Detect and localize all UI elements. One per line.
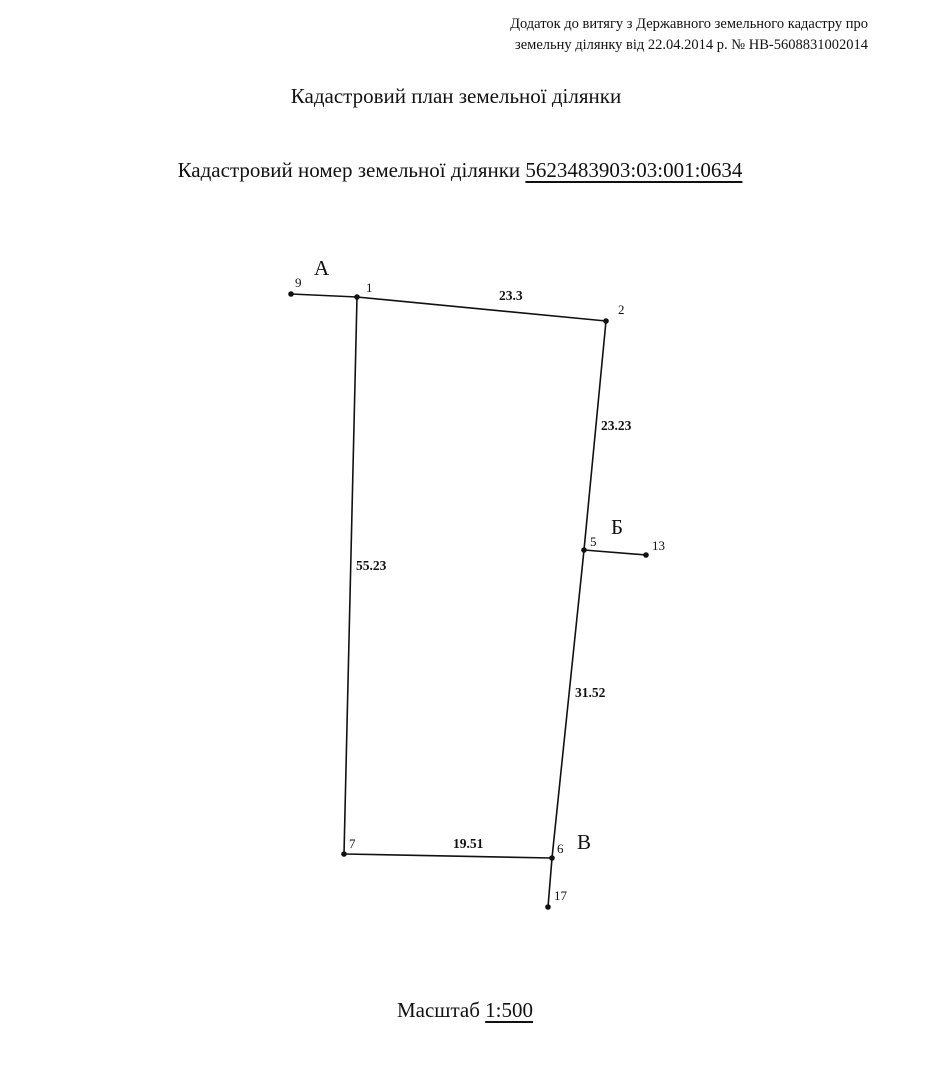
neighbor-line-a: [291, 294, 357, 297]
point-label-7: 7: [349, 836, 356, 851]
vertex-7: [341, 851, 347, 857]
point-label-6: 6: [557, 841, 564, 856]
page-title: Кадастровий план земельної ділянки: [290, 84, 622, 108]
cadastral-number-label: Кадастровий номер земельної ділянки: [177, 158, 521, 182]
plot-boundary: [344, 297, 606, 858]
scale-value: 1:500: [485, 998, 534, 1022]
vertex-9: [288, 291, 294, 297]
neighbor-label-b: Б: [611, 515, 624, 539]
neighbor-label-a: А: [314, 256, 330, 280]
point-label-2: 2: [618, 302, 625, 317]
neighbor-line-b: [584, 550, 646, 555]
length-label-6-7: 19.51: [453, 836, 484, 851]
scale-line: [0, 998, 930, 1023]
vertex-1: [354, 294, 360, 300]
point-label-17: 17: [554, 888, 567, 903]
length-label-5-6: 31.52: [575, 685, 606, 700]
scale-label: Масштаб: [396, 998, 480, 1022]
vertex-6: [549, 855, 555, 861]
vertex-17: [545, 904, 551, 910]
point-label-9: 9: [295, 275, 302, 290]
point-label-13: 13: [652, 538, 665, 553]
length-label-7-1: 55.23: [356, 558, 387, 573]
neighbor-label-v: В: [577, 830, 592, 854]
point-label-1: 1: [366, 280, 373, 295]
length-label-1-2: 23.3: [499, 288, 523, 303]
vertex-13: [643, 552, 649, 558]
appendix-line-2: земельну ділянку від 22.04.2014 р. № НВ-5608831002014: [515, 37, 868, 53]
point-label-5: 5: [590, 534, 597, 549]
appendix-line-1: Додаток до витягу з Державного земельного кадастру про: [510, 16, 868, 32]
vertex-5: [581, 547, 587, 553]
length-label-2-5: 23.23: [601, 418, 632, 433]
cadastral-number-value: 5623483903:03:001:0634: [525, 158, 743, 182]
neighbor-line-v: [548, 858, 552, 907]
vertex-2: [603, 318, 609, 324]
